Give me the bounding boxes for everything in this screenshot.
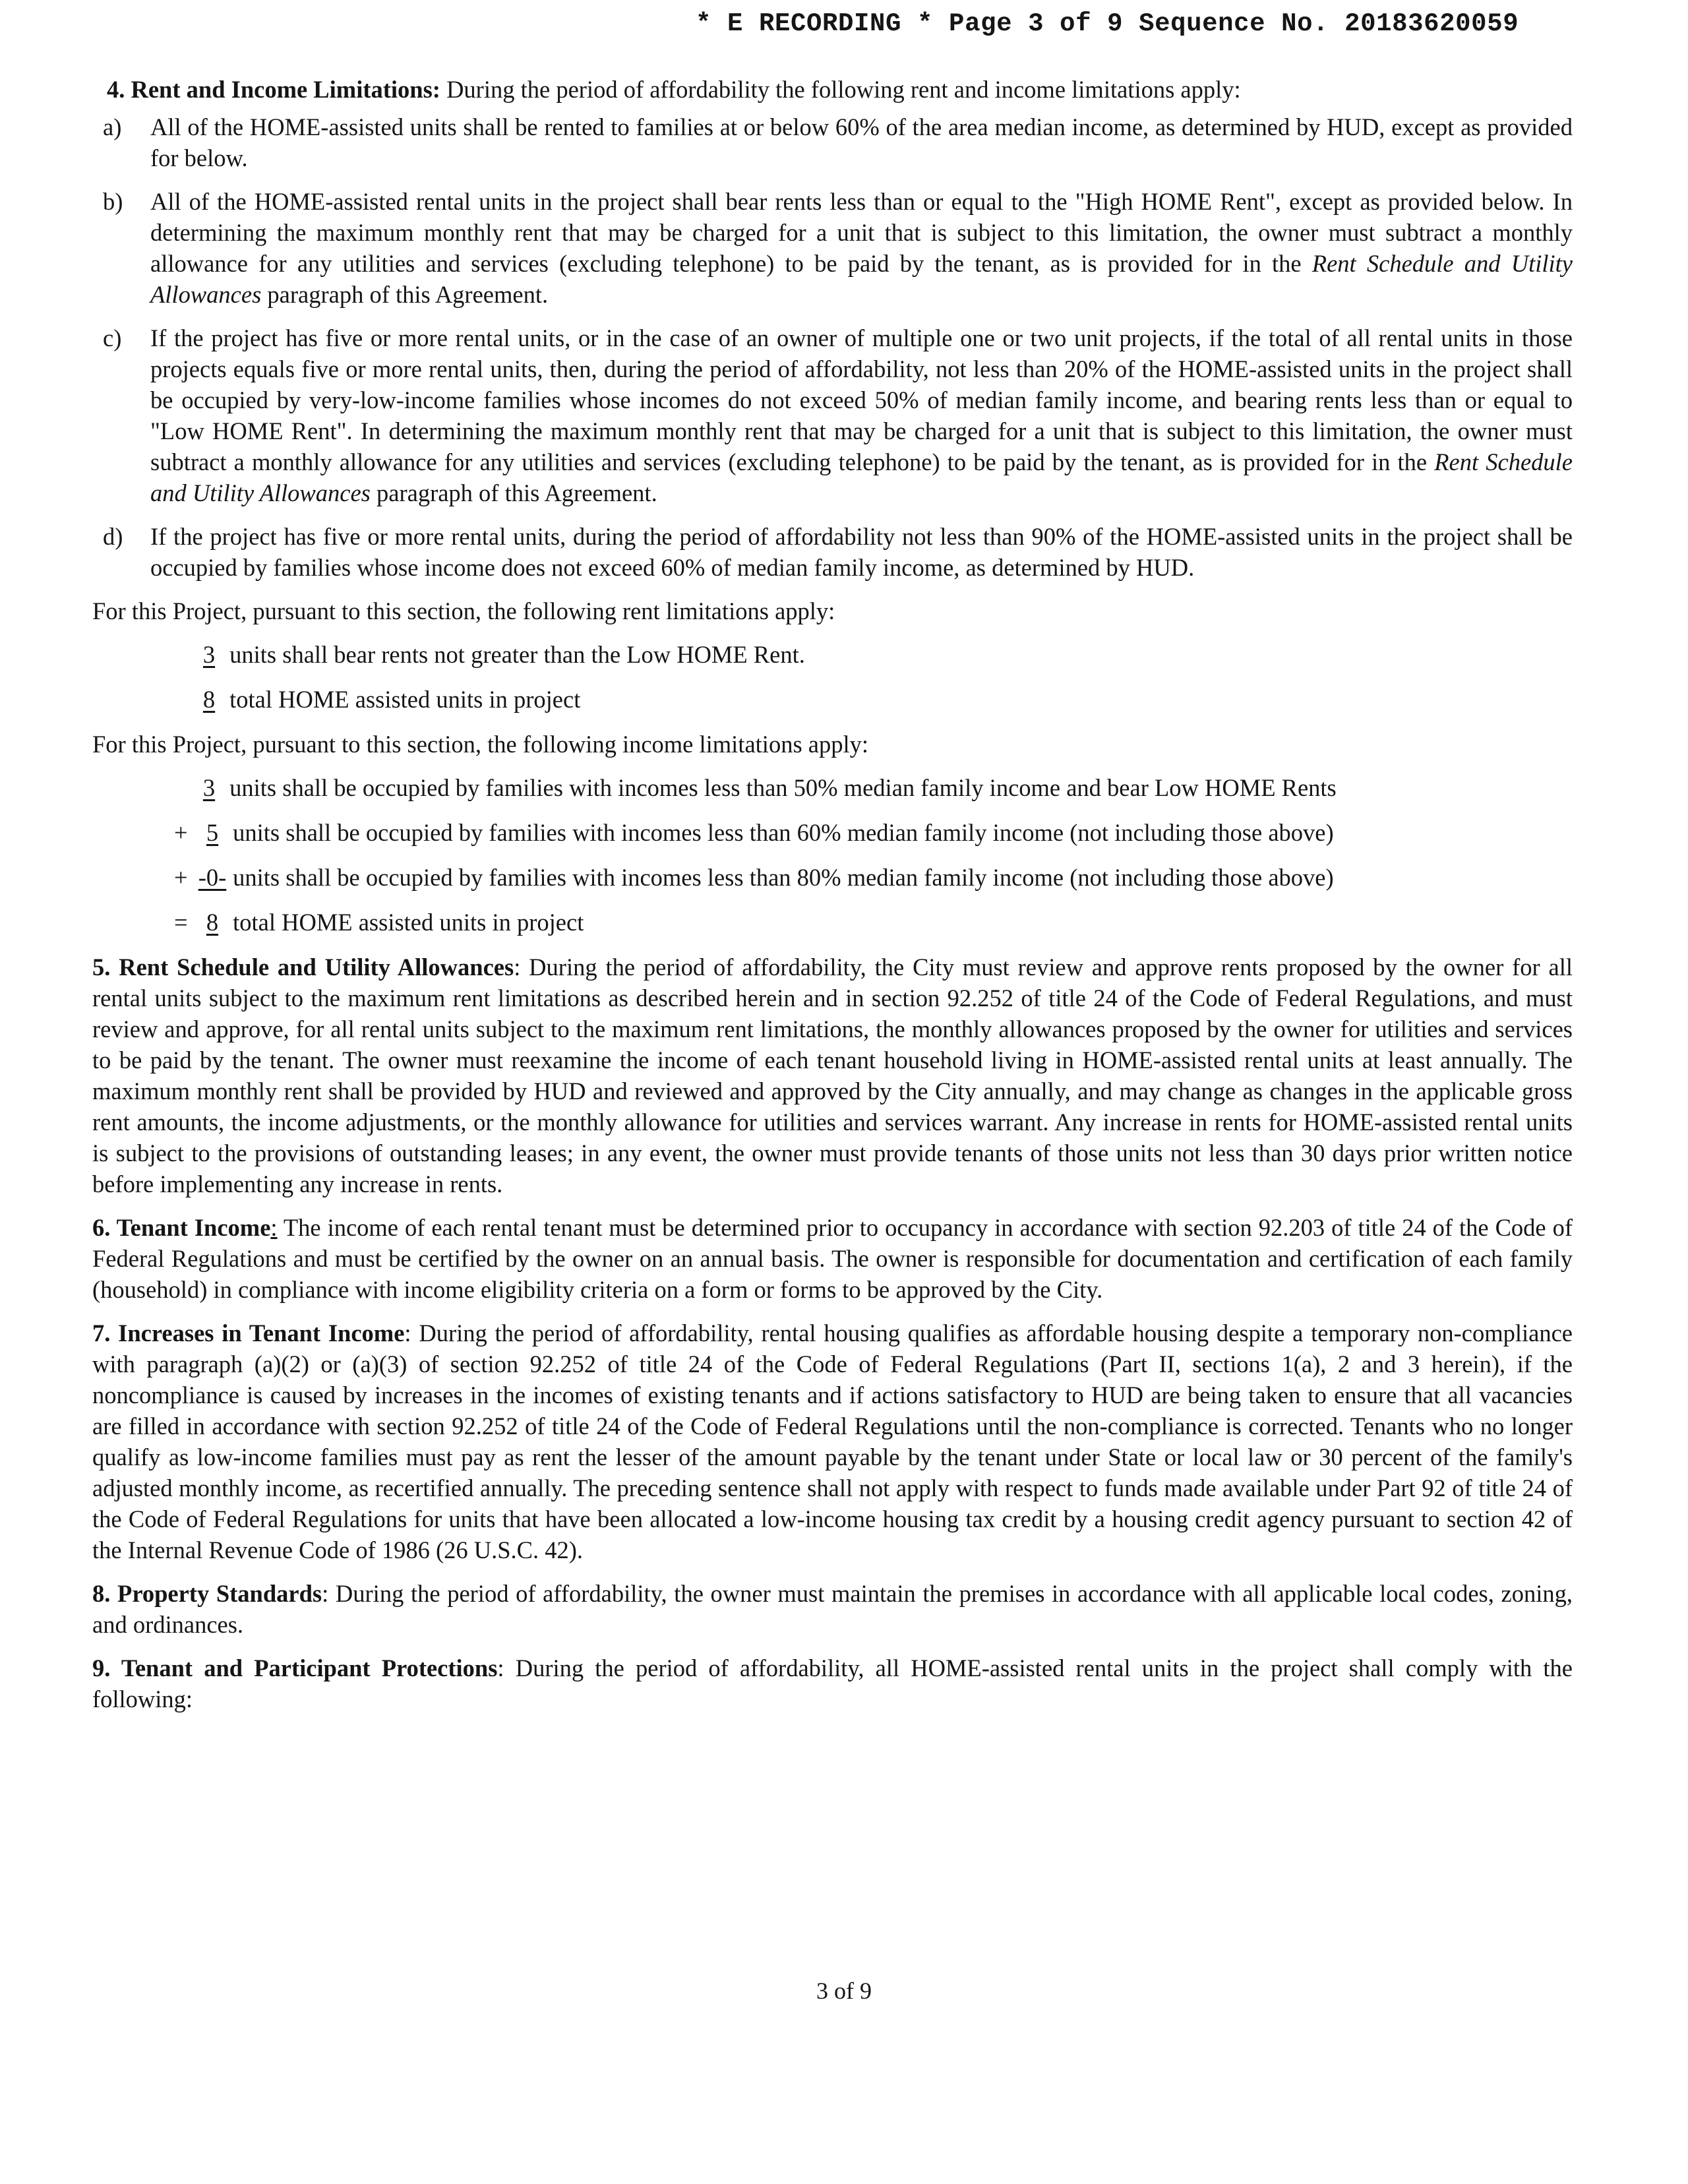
section-5-text: : During the period of affordability, the City must review and approve rents proposed by the owner for all rental units subject to the maximum rent limitations as described herein and in section 92.252 of title 24 of the Code of Federal Regulations, and must review and approve, for all rental units subject to the maximum rent limitations, the monthly allowances proposed by the owner for utilities and services to be paid by the tenant. The owner must reexamine the income of each tenant household living in HOME-assisted rental units at least annually. The maximum monthly rent shall be provided by HUD and reviewed and approved by the City annually, and may change as changes in the applicable gross rent amounts, the income adjustments, or the monthly allowance for utilities and services warrant. Any increase in rents for HOME-assisted rental units is subject to the provisions of outstanding leases; in any event, the owner must provide tenants of those units not less than 30 days prior written notice before implementing any increase in rents. — [92, 954, 1573, 1198]
recording-header: * E RECORDING * Page 3 of 9 Sequence No. 20183620059 — [696, 9, 1519, 38]
income-line-text: total HOME assisted units in project — [233, 909, 584, 936]
section-5-title: 5. Rent Schedule and Utility Allowances — [92, 954, 514, 981]
item-label: c) — [103, 324, 122, 351]
item-text: All of the HOME-assisted units shall be rented to families at or below 60% of the area median income, as determined by HUD, except as provided for below. — [150, 113, 1573, 171]
income-operator: + — [174, 819, 188, 846]
income-line-text: units shall be occupied by families with incomes less than 60% median family income (not including those above) — [233, 819, 1334, 846]
rent-line — [92, 684, 1573, 715]
rent-line-text: units shall bear rents not greater than the Low HOME Rent. — [229, 641, 805, 668]
income-limitations-intro: For this Project, pursuant to this section, the following income limitations apply: — [92, 731, 869, 758]
rent-units-value: 8 — [202, 686, 216, 713]
section-8-text: : During the period of affordability, the owner must maintain the premises in accordance with all applicable local codes, zoning, and ordinances. — [92, 1580, 1573, 1638]
section-9-text: : During the period of affordability, all HOME-assisted rental units in the project shall comply with the following: — [92, 1654, 1573, 1713]
income-units-value: 8 — [206, 909, 219, 936]
item-text-end: paragraph of this Agreement. — [261, 281, 549, 308]
section-4-title: 4. Rent and Income Limitations: — [107, 76, 440, 103]
rent-line — [92, 639, 1573, 670]
section-6-text: The income of each rental tenant must be determined prior to occupancy in accordance with section 92.203 of title 24 of the Code of Federal Regulations and must be certified by the owner on an annual basis. The owner is responsible for documentation and certification of each family (household) in compliance with income eligibility criteria on a form or forms to be approved by the City. — [92, 1214, 1573, 1303]
income-units-value: -0- — [198, 864, 227, 891]
income-line — [92, 862, 1573, 893]
item-label: d) — [103, 523, 123, 550]
rent-units-value: 3 — [202, 641, 216, 668]
income-line-text: units shall be occupied by families with incomes less than 50% median family income and bear Low HOME Rents — [229, 774, 1337, 801]
section-6-colon: : — [270, 1214, 278, 1241]
item-text: All of the HOME-assisted rental units in the project shall bear rents less than or equal to the "High HOME Rent", except as provided below. In determining the maximum monthly rent that may be charged for a unit that is subject to this limitation, the owner must subtract a monthly allowance for any utilities and services (excluding telephone) to be paid by the tenant, as is provided for in the — [150, 188, 1573, 277]
section-7 — [92, 1318, 1573, 1565]
section-4-heading — [92, 74, 1573, 105]
item-text-end: paragraph of this Agreement. — [370, 479, 657, 506]
section-4-item-b — [92, 186, 1573, 310]
rent-limitations-intro: For this Project, pursuant to this section, the following rent limitations apply: — [92, 597, 835, 624]
rent-line-text: total HOME assisted units in project — [229, 686, 581, 713]
section-4-item-a — [92, 111, 1573, 173]
page-number-footer: 3 of 9 — [816, 1978, 872, 2004]
section-4-item-d — [92, 521, 1573, 583]
income-operator: + — [174, 864, 188, 891]
section-6 — [92, 1212, 1573, 1305]
item-label: b) — [103, 188, 123, 215]
income-line — [92, 817, 1573, 848]
section-8 — [92, 1578, 1573, 1640]
section-9-title: 9. Tenant and Participant Protections — [92, 1654, 498, 1682]
item-italic-reference: Rent Schedule and Utility Allowances — [150, 250, 1573, 308]
section-9 — [92, 1653, 1573, 1714]
section-6-title: 6. Tenant Income — [92, 1214, 271, 1241]
item-italic-reference: Rent Schedule and Utility Allowances — [150, 448, 1573, 506]
income-line — [92, 772, 1573, 803]
income-units-value: 5 — [206, 819, 219, 846]
income-units-value: 3 — [202, 774, 216, 801]
section-4-item-c — [92, 322, 1573, 508]
income-line — [92, 907, 1573, 938]
income-line-text: units shall be occupied by families with incomes less than 80% median family income (not including those above) — [233, 864, 1334, 891]
item-text: If the project has five or more rental units, or in the case of an owner of multiple one or two unit projects, if the total of all rental units in those projects equals five or more rental units, then, during the period of affordability, not less than 20% of the HOME-assisted units in the project shall be occupied by very-low-income families whose incomes do not exceed 50% of median family income, and bearing rents less than or equal to "Low HOME Rent". In determining the maximum monthly rent that may be charged for a unit that is subject to this limitation, the owner must subtract a monthly allowance for any utilities and services (excluding telephone) to be paid by the tenant, as is provided for in the — [150, 324, 1573, 475]
income-operator: = — [174, 909, 188, 936]
section-8-title: 8. Property Standards — [92, 1580, 322, 1607]
section-4-intro: During the period of affordability the following rent and income limitations apply: — [446, 76, 1241, 103]
item-text: If the project has five or more rental units, during the period of affordability not less than 90% of the HOME-assisted units in the project shall be occupied by families whose income does not exceed 60% of median family income, as determined by HUD. — [150, 523, 1573, 581]
section-7-title: 7. Increases in Tenant Income — [92, 1320, 405, 1347]
document-body — [92, 74, 1573, 1727]
item-label: a) — [103, 113, 122, 140]
section-7-text: : During the period of affordability, rental housing qualifies as affordable housing despite a temporary non-compliance with paragraph (a)(2) or (a)(3) of section 92.252 of title 24 of the Code of Federal Regulations (Part II, sections 1(a), 2 and 3 herein), if the noncompliance is caused by increases in the incomes of existing tenants and if actions satisfactory to HUD are being taken to ensure that all vacancies are filled in accordance with section 92.252 of title 24 of the Code of Federal Regulations until the non-compliance is corrected. Tenants who no longer qualify as low-income families must pay as rent the lesser of the amount payable by the tenant under State or local law or 30 percent of the family's adjusted monthly income, as recertified annually. The preceding sentence shall not apply with respect to funds made available under Part 92 of title 24 of the Code of Federal Regulations for units that have been allocated a low-income housing tax credit by a housing credit agency pursuant to section 42 of the Internal Revenue Code of 1986 (26 U.S.C. 42). — [92, 1320, 1573, 1563]
section-5 — [92, 952, 1573, 1199]
